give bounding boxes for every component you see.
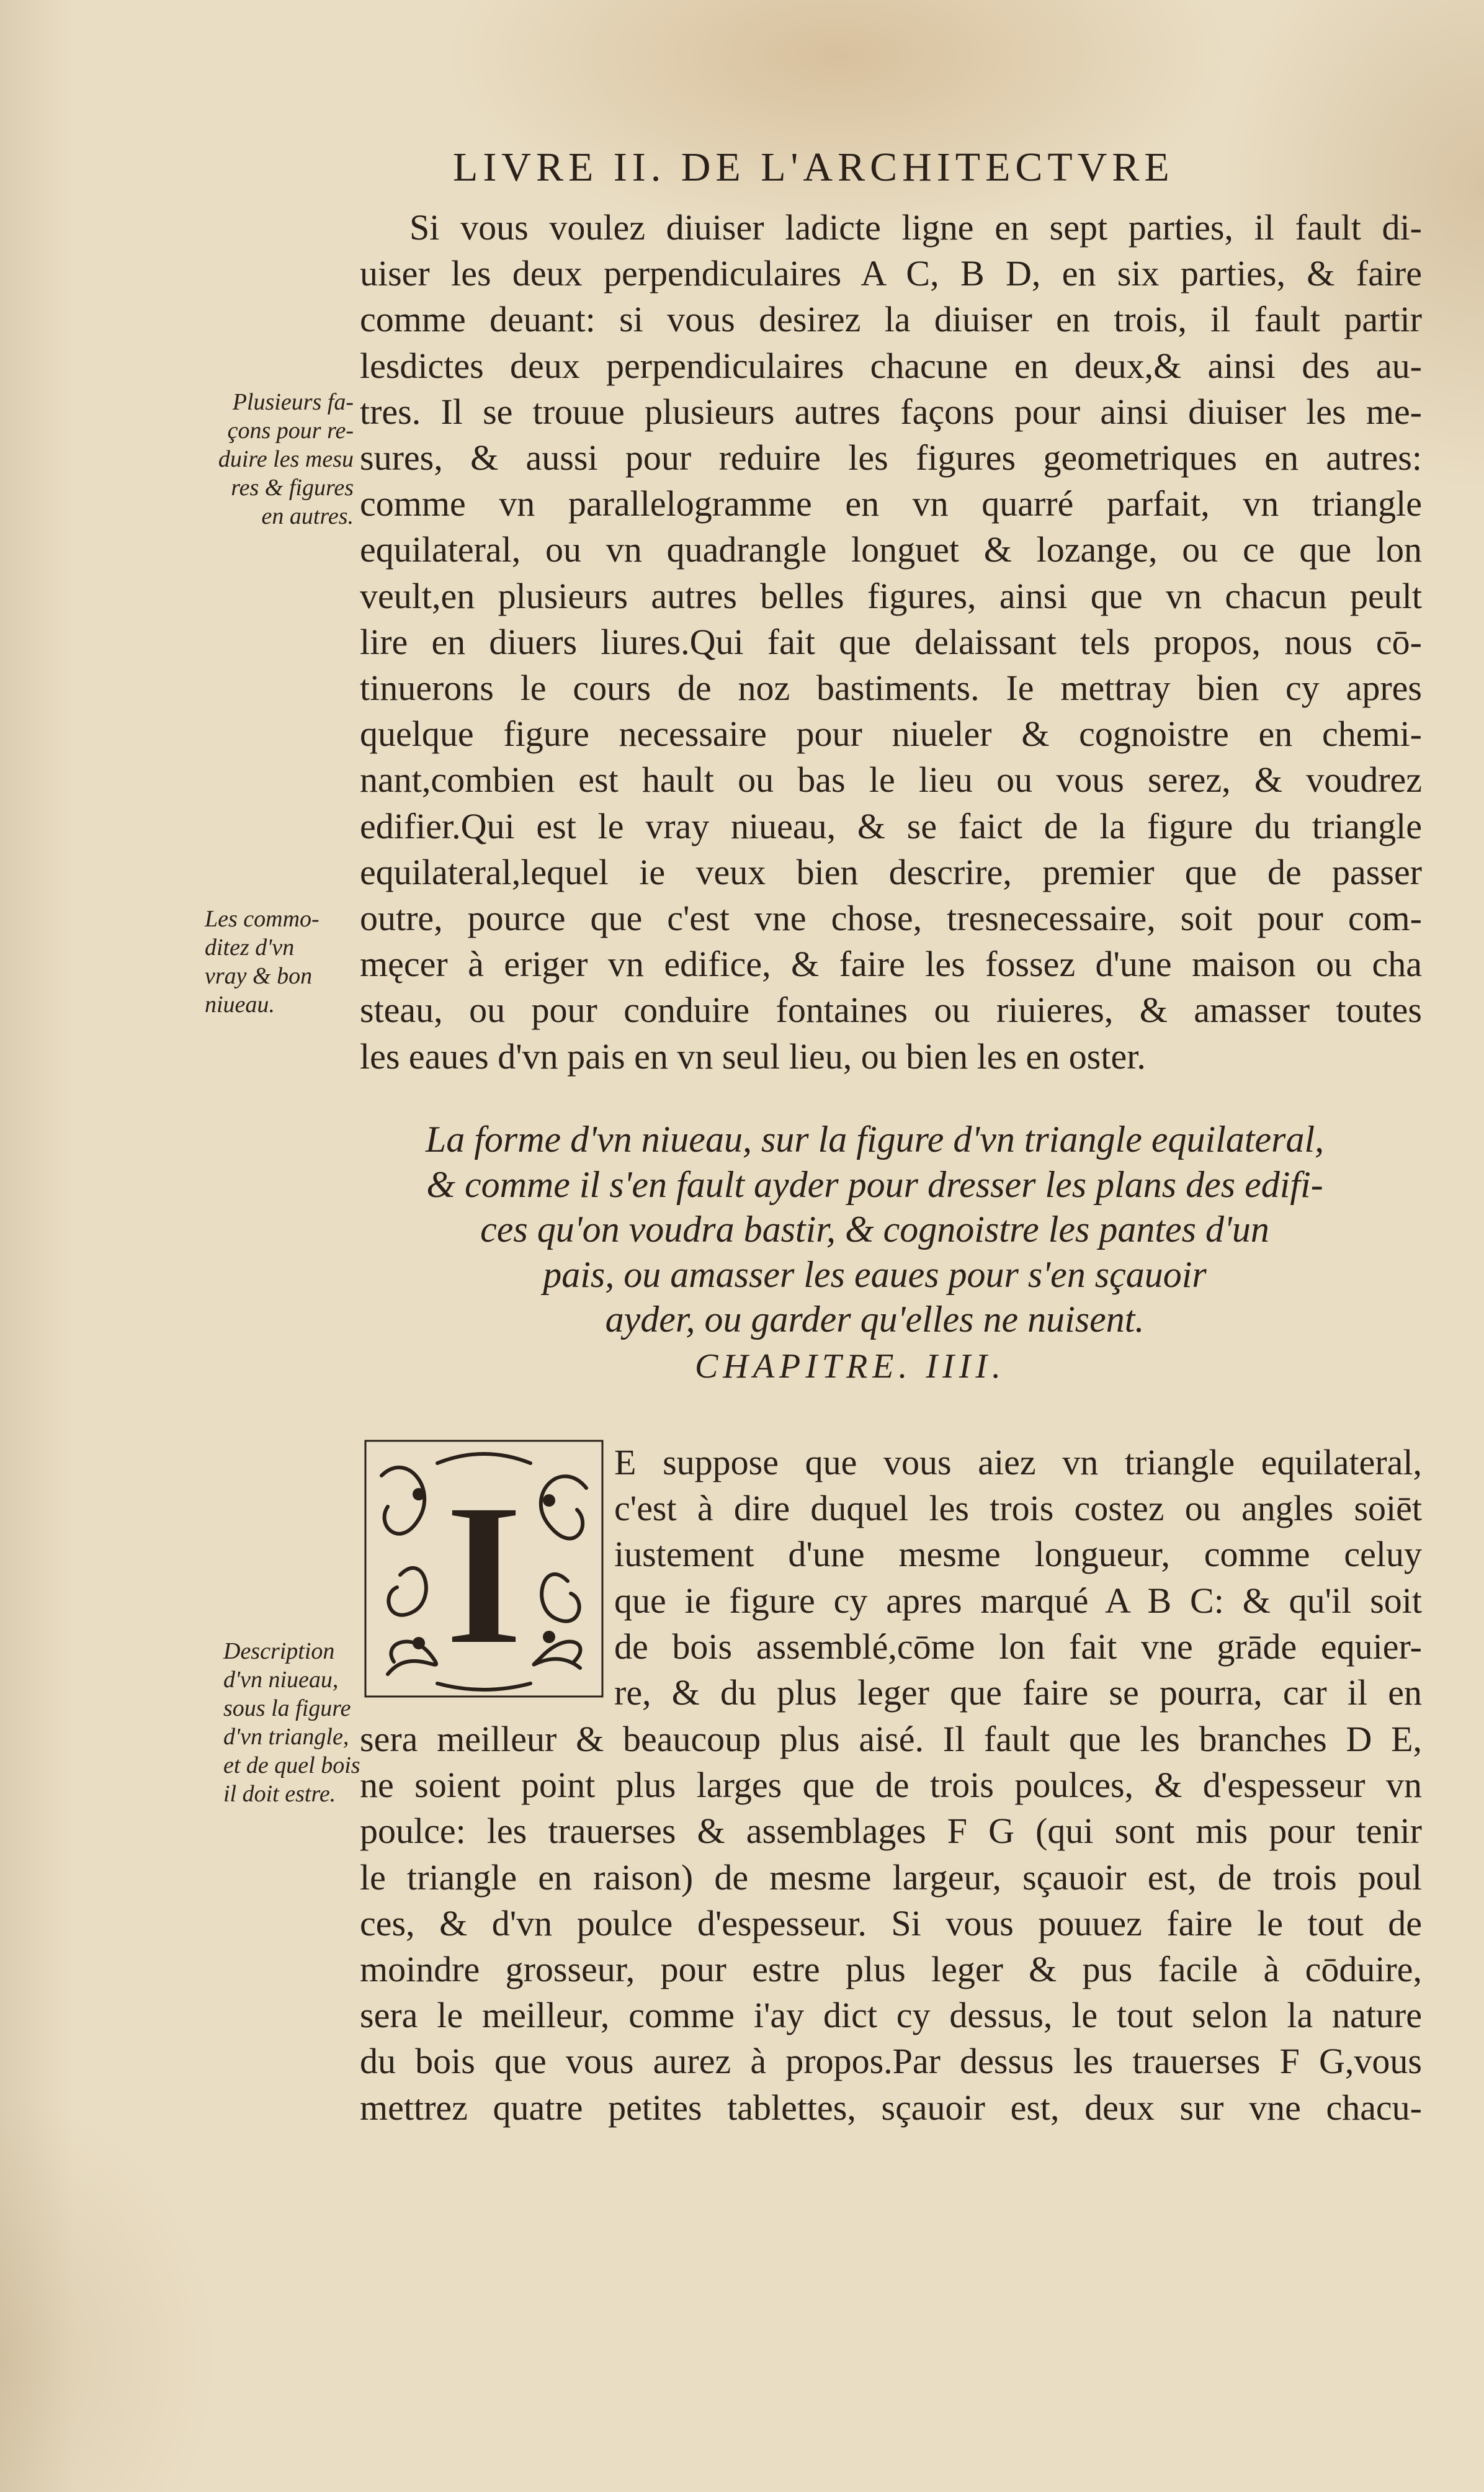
text-line: re, & du plus leger que faire se pourra, car il en xyxy=(614,1672,1422,1713)
margin-note-line: sous la figure xyxy=(223,1695,351,1721)
margin-note-line: d'vn niueau, xyxy=(223,1667,339,1693)
text-line: les eaues d'vn pais en vn seul lieu, ou bien les en oster. xyxy=(360,1036,1146,1077)
margin-note-line: Les commo- xyxy=(205,906,320,932)
text-line: lesdictes deux perpendiculaires chacune en deux,& ainsi des au- xyxy=(360,345,1422,386)
text-line: męcer à eriger vn edifice, & faire les fossez d'une maison ou cha xyxy=(360,944,1422,985)
margin-note-line: ditez d'vn xyxy=(205,934,295,961)
text-line: equilateral,lequel ie veux bien descrire, premier que de passer xyxy=(360,851,1422,892)
margin-note-line: vray & bon xyxy=(205,963,313,989)
paragraph-2-continued xyxy=(360,1716,1422,2131)
paragraph-2-beside-initial xyxy=(614,1440,1422,1716)
text-line: edifier.Qui est le vray niueau, & se faict de la figure du triangle xyxy=(360,805,1422,846)
text-line: equilateral, ou vn quadrangle longuet & lozange, ou ce que lon xyxy=(360,529,1422,570)
text-line: ces, & d'vn poulce d'espesseur. Si vous pouuez faire le tout de xyxy=(360,1903,1422,1943)
heading-line: ces qu'on voudra bastir, & cognoistre les pantes d'un xyxy=(480,1209,1269,1250)
text-line: iustement d'une mesme longueur, comme celuy xyxy=(614,1534,1422,1575)
margin-note-line: et de quel bois xyxy=(223,1752,360,1778)
chapter-heading xyxy=(347,1117,1402,1342)
margin-note-line: Description xyxy=(223,1638,335,1664)
heading-line: La forme d'vn niueau, sur la figure d'vn triangle equilateral, xyxy=(425,1119,1325,1160)
text-line: nant,combien est hault ou bas le lieu ou vous serez, & voudrez xyxy=(360,760,1422,800)
text-line: steau, ou pour conduire fontaines ou riuieres, & amasser toutes xyxy=(360,990,1422,1031)
text-line: de bois assemblé,cōme lon fait vne grāde equier- xyxy=(614,1626,1422,1667)
margin-note-level-description xyxy=(223,1637,360,1808)
text-line: sures, & aussi pour reduire les figures geometriques en autres: xyxy=(360,437,1422,478)
text-line: tres. Il se trouue plusieurs autres façons pour ainsi diuiser les me- xyxy=(360,391,1422,432)
text-line: Si vous voulez diuiser ladicte ligne en sept parties, il fault di- xyxy=(409,207,1422,248)
margin-note-line: niueau. xyxy=(205,992,275,1018)
text-line: du bois que vous aurez à propos.Par dessus les trauerses F G,vous xyxy=(360,2041,1422,2082)
margin-note-line: çons pour re- xyxy=(227,418,354,444)
margin-note-line: il doit estre. xyxy=(223,1781,336,1807)
initial-letter: I xyxy=(444,1461,524,1688)
text-line: c'est à dire duquel les trois costez ou angles soiēt xyxy=(614,1488,1422,1529)
text-line: mettrez quatre petites tablettes, sçauoir est, deux sur vne chacu- xyxy=(360,2087,1422,2128)
text-line: outre, pource que c'est vne chose, tresnecessaire, soit pour com- xyxy=(360,898,1422,939)
heading-line: & comme il s'en fault ayder pour dresser les plans des edifi- xyxy=(426,1163,1323,1205)
text-line: comme deuant: si vous desirez la diuiser en trois, il fault partir xyxy=(360,299,1422,340)
text-line: uiser les deux perpendiculaires A C, B D, en six parties, & faire xyxy=(360,253,1422,294)
heading-line: ayder, ou garder qu'elles ne nuisent. xyxy=(605,1299,1145,1340)
text-line: E suppose que vous aiez vn triangle equilateral, xyxy=(614,1442,1422,1482)
decorated-initial-icon xyxy=(363,1438,605,1699)
text-line: ne soient point plus larges que de trois poulces, & d'espesseur vn xyxy=(360,1765,1422,1806)
margin-note-level-uses xyxy=(205,905,354,1019)
text-line: comme vn parallelogramme en vn quarré parfait, vn triangle xyxy=(360,483,1422,524)
margin-note-line: d'vn triangle, xyxy=(223,1724,349,1750)
text-line: moindre grosseur, pour estre plus leger & pus facile à cōduire, xyxy=(360,1949,1422,1990)
margin-note-line: duire les mesu xyxy=(218,446,354,472)
text-line: tinuerons le cours de noz bastiments. Ie mettray bien cy apres xyxy=(360,668,1422,709)
text-line: le triangle en raison) de mesme largeur, sçauoir est, de trois poul xyxy=(360,1857,1422,1898)
text-line: poulce: les trauerses & assemblages F G (qui sont mis pour tenir xyxy=(360,1811,1422,1852)
paragraph-1 xyxy=(360,205,1422,1080)
text-line: sera le meilleur, comme i'ay dict cy dessus, le tout selon la nature xyxy=(360,1995,1422,2036)
running-head: LIVRE II. DE L'ARCHITECTVRE xyxy=(453,145,1174,190)
text-line: lire en diuers liures.Qui fait que delaissant tels propos, nous cō- xyxy=(360,621,1422,662)
text-line: que ie figure cy apres marqué A B C: & qu'il soit xyxy=(614,1580,1422,1621)
text-line: sera meilleur & beaucoup plus aisé. Il fault que les branches D E, xyxy=(360,1719,1422,1759)
heading-line: pais, ou amasser les eaues pour s'en sçauoir xyxy=(543,1253,1207,1295)
margin-note-line: Plusieurs fa- xyxy=(232,389,354,415)
margin-note-line: en autres. xyxy=(261,503,354,529)
margin-note-line: res & figures xyxy=(231,475,354,501)
text-line: quelque figure necessaire pour niueler & cognoistre en chemi- xyxy=(360,714,1422,755)
chapter-label: CHAPITRE. IIII. xyxy=(695,1347,1006,1386)
text-line: veult,en plusieurs autres belles figures, ainsi que vn chacun peult xyxy=(360,575,1422,616)
margin-note-reducing-measures xyxy=(205,388,354,531)
